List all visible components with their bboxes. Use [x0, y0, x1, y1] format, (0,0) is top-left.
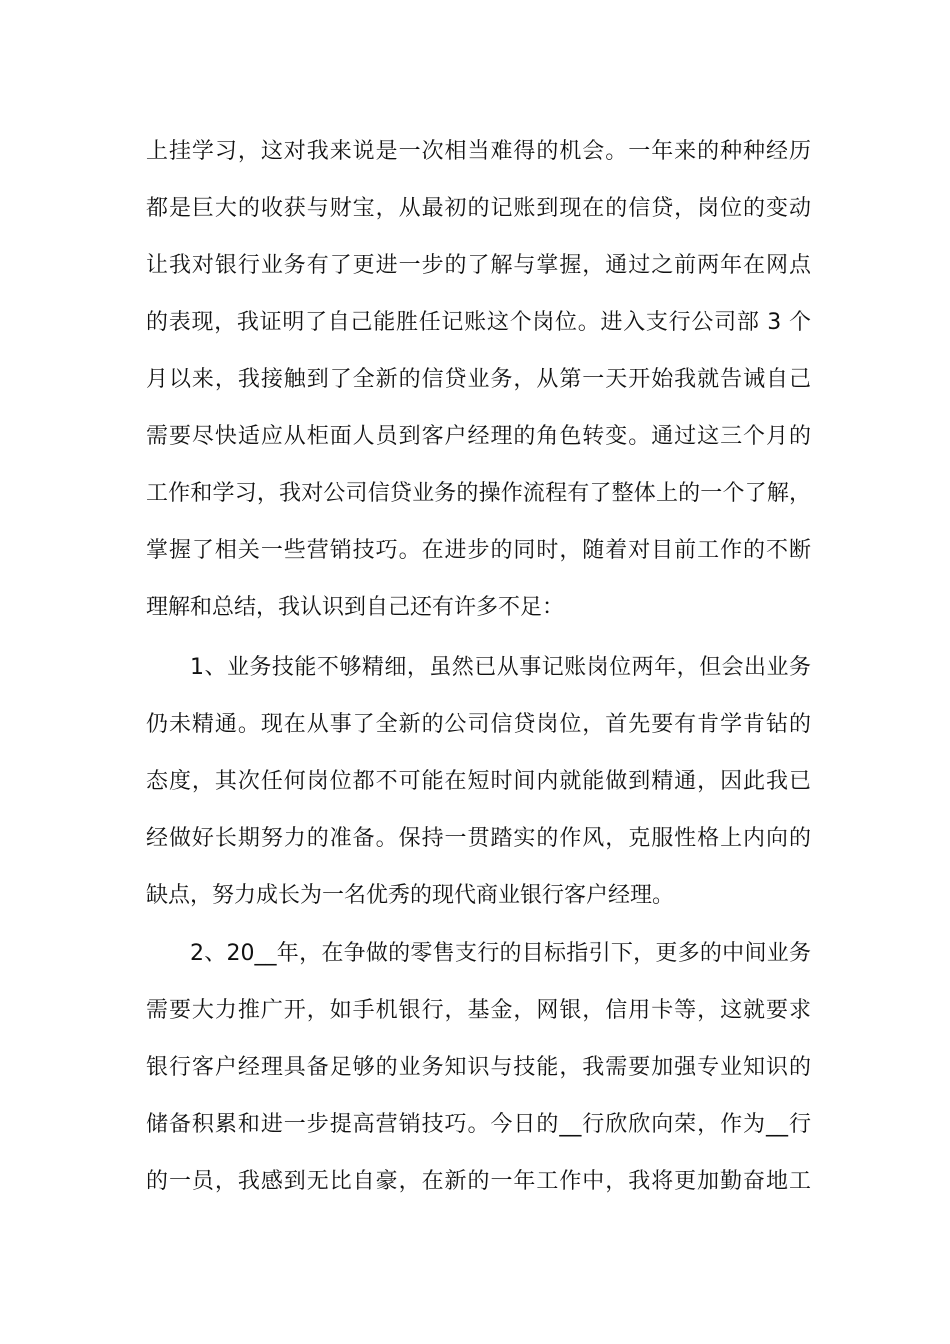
- text-line-2: 都是巨大的收获与财宝，从最初的记账到现在的信贷，岗位的变动: [146, 196, 811, 221]
- text-line-4: 的表现，我证明了自己能胜任记账这个岗位。进入支行公司部 3 个: [146, 310, 811, 335]
- text-line-8: 掌握了相关一些营销技巧。在进步的同时，随着对目前工作的不断: [146, 538, 811, 563]
- text-line-15: 2、20__年，在争做的零售支行的目标指引下，更多的中间业务: [190, 941, 811, 966]
- text-line-7: 工作和学习，我对公司信贷业务的操作流程有了整体上的一个了解，: [146, 481, 811, 506]
- text-line-9: 理解和总结，我认识到自己还有许多不足：: [146, 595, 565, 620]
- text-line-11: 仍未精通。现在从事了全新的公司信贷岗位，首先要有肯学肯钻的: [146, 712, 811, 737]
- text-line-17: 银行客户经理具备足够的业务知识与技能，我需要加强专业知识的: [146, 1055, 811, 1080]
- text-line-14: 缺点，努力成长为一名优秀的现代商业银行客户经理。: [146, 883, 675, 908]
- text-line-6: 需要尽快适应从柜面人员到客户经理的角色转变。通过这三个月的: [146, 424, 811, 449]
- text-line-5: 月以来，我接触到了全新的信贷业务，从第一天开始我就告诫自己: [146, 367, 811, 392]
- text-line-3: 让我对银行业务有了更进一步的了解与掌握，通过之前两年在网点: [146, 253, 811, 278]
- text-line-10: 1、业务技能不够精细，虽然已从事记账岗位两年，但会出业务: [190, 655, 811, 680]
- text-line-18: 储备积累和进一步提高营销技巧。今日的__行欣欣向荣，作为__行: [146, 1112, 811, 1137]
- text-line-16: 需要大力推广开，如手机银行，基金，网银，信用卡等，这就要求: [146, 998, 811, 1023]
- text-line-12: 态度，其次任何岗位都不可能在短时间内就能做到精通，因此我已: [146, 769, 811, 794]
- text-line-19: 的一员，我感到无比自豪，在新的一年工作中，我将更加勤奋地工: [146, 1169, 811, 1194]
- text-line-1: 上挂学习，这对我来说是一次相当难得的机会。一年来的种种经历: [146, 139, 811, 164]
- text-line-13: 经做好长期努力的准备。保持一贯踏实的作风，克服性格上内向的: [146, 826, 811, 851]
